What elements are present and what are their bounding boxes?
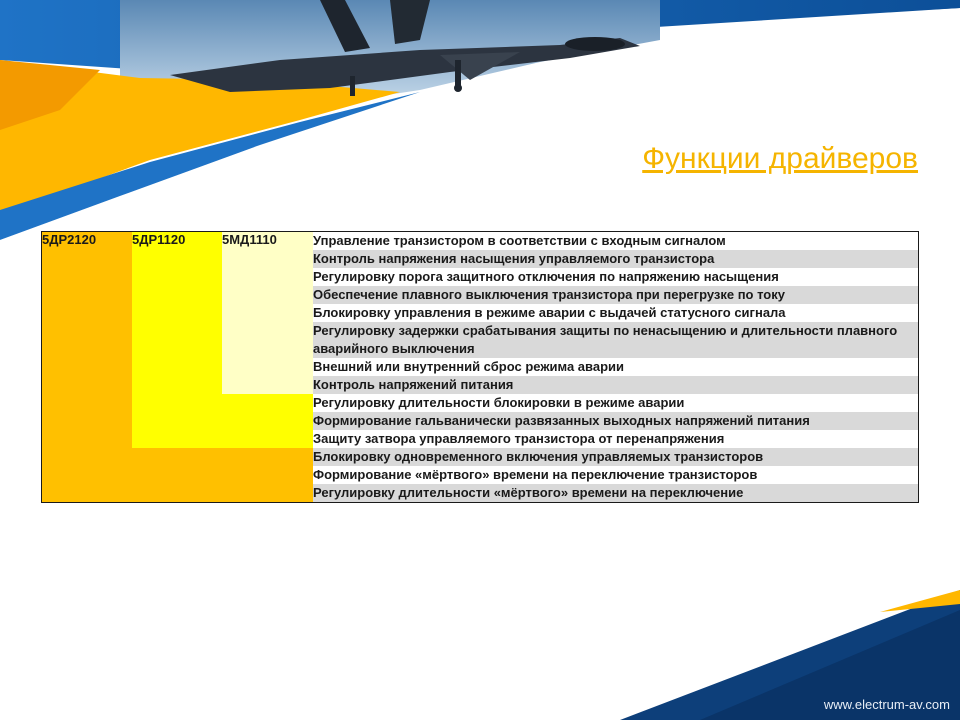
function-cell: Внешний или внутренний сброс режима аварии xyxy=(313,358,919,376)
function-cell: Регулировку длительности «мёртвого» времени на переключение xyxy=(313,484,919,503)
col-5dr1120-header: 5ДР1120 xyxy=(132,232,222,449)
table-row xyxy=(42,232,919,251)
function-cell: Блокировку одновременного включения управляемых транзисторов xyxy=(313,448,919,466)
col-5md1110-header: 5МД1110 xyxy=(222,232,313,395)
footer-website: www.electrum-av.com xyxy=(823,697,950,712)
function-cell: Защиту затвора управляемого транзистора от перенапряжения xyxy=(313,430,919,448)
table-row xyxy=(42,448,919,466)
header-banner xyxy=(0,0,960,255)
function-cell: Регулировку длительности блокировки в режиме аварии xyxy=(313,394,919,412)
function-cell: Контроль напряжения насыщения управляемого транзистора xyxy=(313,250,919,268)
function-cell: Управление транзистором в соответствии с входным сигналом xyxy=(313,232,919,251)
col-5dr2120-header: 5ДР2120 xyxy=(42,232,133,503)
function-cell: Контроль напряжений питания xyxy=(313,376,919,394)
functions-table xyxy=(41,231,919,503)
function-cell: Регулировку порога защитного отключения по напряжению насыщения xyxy=(313,268,919,286)
slide-title: Функции драйверов xyxy=(642,142,918,175)
function-cell: Блокировку управления в режиме аварии с выдачей статусного сигнала xyxy=(313,304,919,322)
col-5dr1120-empty xyxy=(132,448,313,503)
function-cell: Обеспечение плавного выключения транзистора при перегрузке по току xyxy=(313,286,919,304)
function-cell: Формирование «мёртвого» времени на переключение транзисторов xyxy=(313,466,919,484)
function-cell: Формирование гальванически развязанных выходных напряжений питания xyxy=(313,412,919,430)
function-cell: Регулировку задержки срабатывания защиты по ненасыщению и длительности плавного аварийного выключения xyxy=(313,322,919,358)
col-5md1110-empty xyxy=(222,394,313,448)
